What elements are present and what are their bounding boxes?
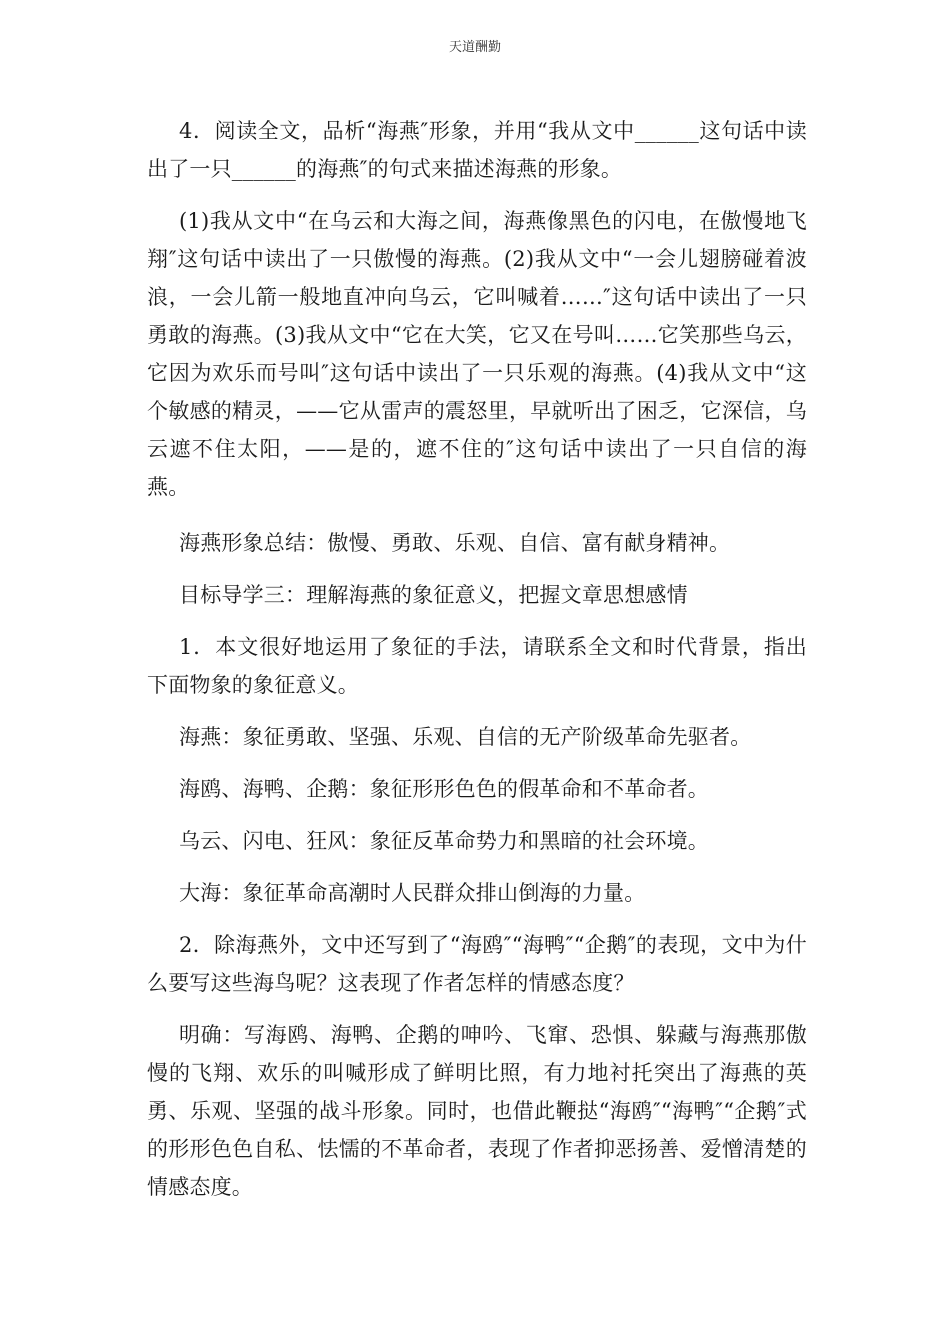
question-1: 1．本文很好地运用了象征的手法，请联系全文和时代背景，指出下面物象的象征意义。: [147, 635, 807, 697]
section-heading-goal-3: 目标导学三：理解海燕的象征意义，把握文章思想感情: [179, 583, 688, 607]
symbol-storm: 乌云、闪电、狂风：象征反革命势力和黑暗的社会环境。: [179, 829, 709, 853]
symbol-sea: 大海：象征革命高潮时人民群众排山倒海的力量。: [179, 881, 646, 905]
image-summary: 海燕形象总结：傲慢、勇敢、乐观、自信、富有献身精神。: [179, 531, 731, 555]
document-body: [147, 112, 807, 1206]
symbol-petrel: 海燕：象征勇敢、坚强、乐观、自信的无产阶级革命先驱者。: [179, 725, 752, 749]
page-header: 天道酬勤: [448, 40, 501, 55]
answer-4: (1)我从文中“在乌云和大海之间，海燕像黑色的闪电，在傲慢地飞翔″这句话中读出了一只傲慢的海燕。(2)我从文中“一会儿翅膀碰着波浪，一会儿箭一般地直冲向乌云，它叫喊着……″这句话中读出了一只勇敢的海燕。(3)我从文中“它在大笑，它又在号叫……它笑那些乌云，它因为欢乐而号叫″这句话中读出了一只乐观的海燕。(4)我从文中“这个敏感的精灵，——它从雷声的震怒里，早就听出了困乏，它深信，乌云遮不住太阳，——是的，遮不住的″这句话中读出了一只自信的海燕。: [147, 209, 807, 499]
symbol-seabirds: 海鸥、海鸭、企鹅：象征形形色色的假革命和不革命者。: [179, 777, 709, 801]
answer-2: 明确：写海鸥、海鸭、企鹅的呻吟、飞窜、恐惧、躲藏与海燕那傲慢的飞翔、欢乐的叫喊形成了鲜明比照，有力地衬托突出了海燕的英勇、乐观、坚强的战斗形象。同时，也借此鞭挞“海鸥″“海鸭″“企鹅″式的形形色色自私、怯懦的不革命者，表现了作者抑恶扬善、爱憎清楚的情感态度。: [147, 1023, 807, 1199]
question-4: 4．阅读全文，品析“海燕″形象，并用“我从文中______这句话中读出了一只______的海燕″的句式来描述海燕的形象。: [147, 119, 807, 181]
question-2: 2．除海燕外，文中还写到了“海鸥″“海鸭″“企鹅″的表现，文中为什么要写这些海鸟呢？这表现了作者怎样的情感态度？: [147, 933, 807, 995]
